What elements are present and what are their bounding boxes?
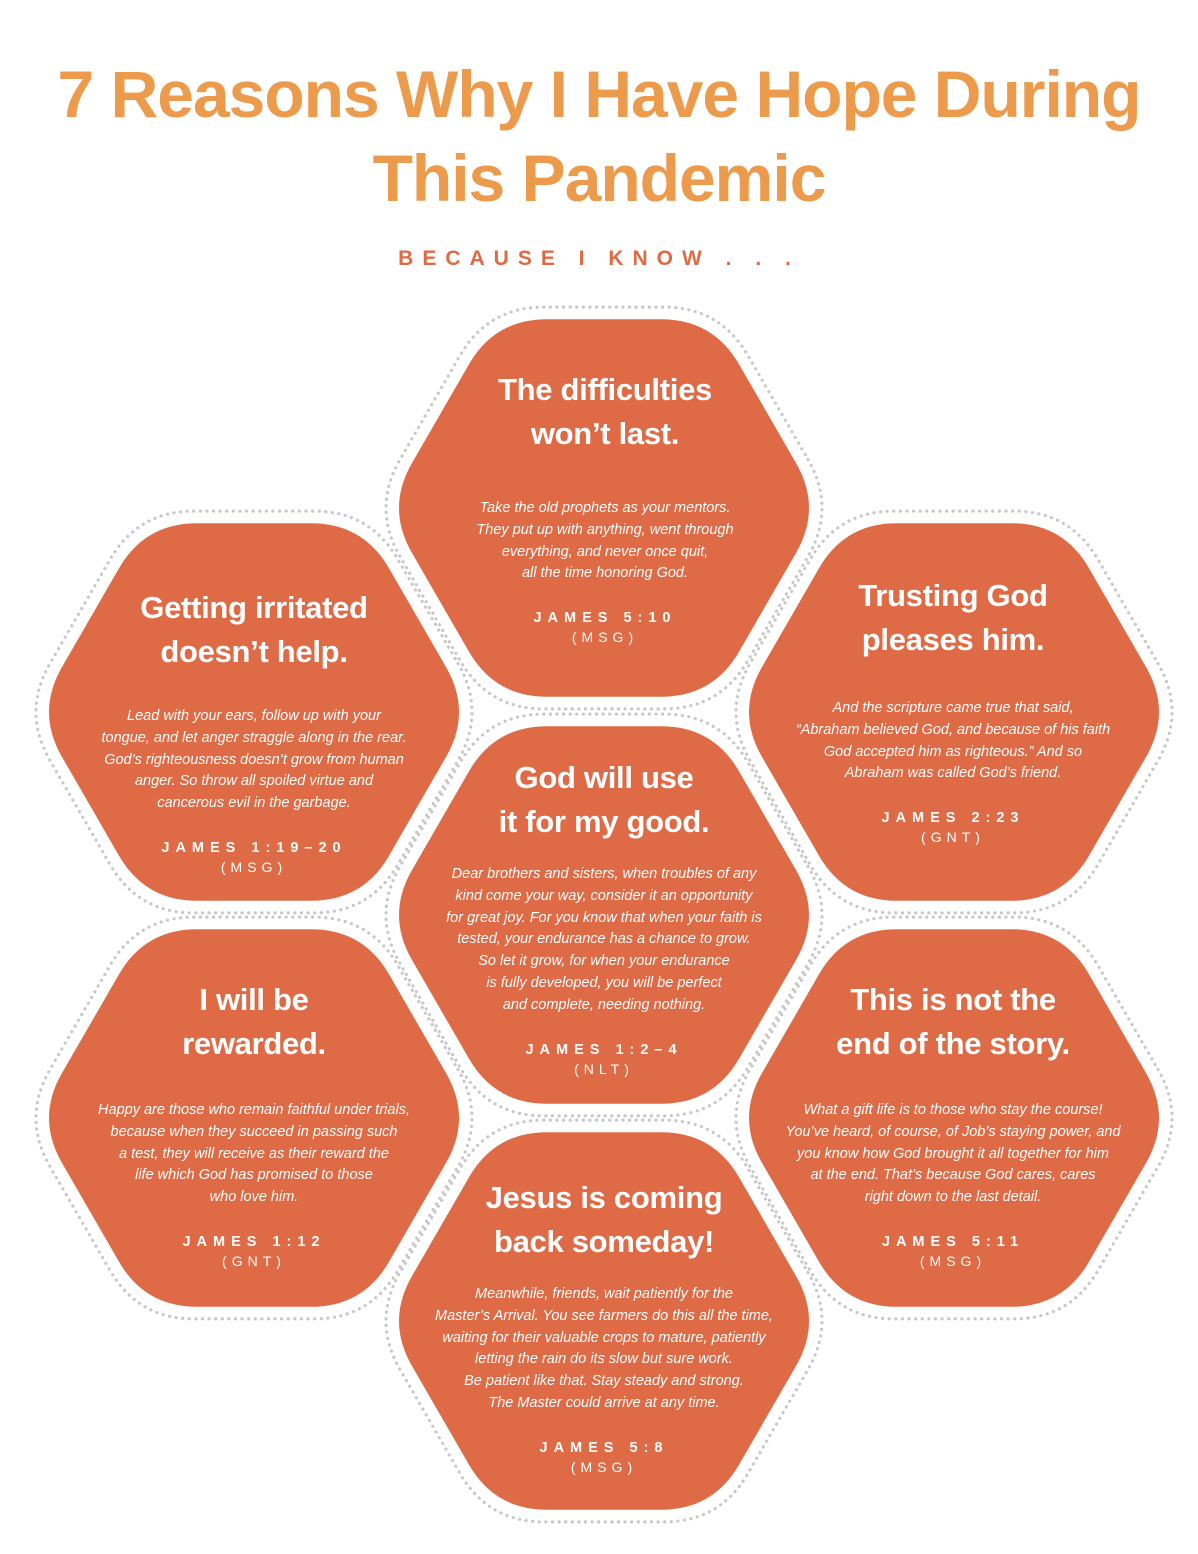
hex-will-be-rewarded bbox=[54, 978, 454, 1271]
hex-quote: Dear brothers and sisters, when troubles of any kind come your way, consider it an opportunity for great joy. For you know that when your faith is tested, your endurance has a chance to grow. So let it grow, for when your endurance is fully developed, you will be perfect and complete, needing nothing. bbox=[446, 866, 762, 1013]
hex-quote: And the scripture came true that said, “Abraham believed God, and because of his faith God accepted him as righteous.” And so Abraham was called God’s friend. bbox=[795, 700, 1111, 782]
hex-heading: Trusting God pleases him. bbox=[858, 578, 1048, 657]
hex-reference: JAMES 2:23 bbox=[881, 810, 1025, 827]
hex-translation: (GNT) bbox=[921, 829, 985, 846]
hex-not-end-of-story bbox=[753, 978, 1153, 1271]
hex-quote: Lead with your ears, follow up with your tongue, and let anger straggle along in the rear. God’s righteousness doesn’t grow from human anger. So throw all spoiled virtue and cancerous evil in the garbage. bbox=[101, 708, 407, 812]
page-subtitle: BECAUSE I KNOW . . . bbox=[398, 247, 800, 270]
hex-quote: Meanwhile, friends, wait patiently for the Master’s Arrival. You see farmers do this all the time, waiting for their valuable crops to mature, patiently letting the rain do its slow but sure work. Be patient like that. Stay steady and strong. The Master could arrive at any time. bbox=[435, 1286, 773, 1411]
hex-heading: God will use it for my good. bbox=[498, 760, 710, 839]
hex-reference: JAMES 1:12 bbox=[182, 1233, 326, 1250]
hex-heading: This is not the end of the story. bbox=[836, 982, 1070, 1061]
hex-quote: What a gift life is to those who stay the course! You’ve heard, of course, of Job’s staying power, and you know how God brought it all together for him at the end. That’s because God cares, cares right down to the last detail. bbox=[785, 1102, 1121, 1206]
page-title: 7 Reasons Why I Have Hope During This Pandemic bbox=[57, 57, 1141, 215]
hex-quote: Take the old prophets as your mentors. They put up with anything, went through everything, and never once quit, all the time honoring God. bbox=[476, 500, 734, 582]
hex-translation: (NLT) bbox=[574, 1060, 634, 1077]
hex-irritated-doesnt-help bbox=[54, 586, 454, 877]
hex-reference: JAMES 5:10 bbox=[533, 610, 677, 627]
hex-difficulties-wont-last bbox=[405, 368, 805, 647]
hex-jesus-coming-back bbox=[404, 1176, 804, 1477]
hex-reference: JAMES 5:11 bbox=[881, 1233, 1025, 1250]
hex-heading: Jesus is coming back someday! bbox=[485, 1180, 723, 1259]
hex-translation: (MSG) bbox=[570, 1458, 638, 1475]
hex-translation: (MSG) bbox=[919, 1252, 987, 1269]
hex-reference: JAMES 5:8 bbox=[539, 1439, 669, 1456]
hex-heading: Getting irritated doesn’t help. bbox=[140, 590, 368, 669]
hex-translation: (GNT) bbox=[222, 1252, 286, 1269]
hex-heading: I will be rewarded. bbox=[182, 982, 326, 1061]
hex-reference: JAMES 1:19–20 bbox=[161, 839, 347, 856]
hex-reference: JAMES 1:2–4 bbox=[525, 1041, 683, 1058]
hex-god-will-use-it bbox=[404, 756, 804, 1079]
hex-translation: (MSG) bbox=[571, 629, 639, 646]
hex-quote: Happy are those who remain faithful under trials, because when they succeed in passing such a test, they will receive as their reward the life which God has promised to those who love him. bbox=[98, 1102, 410, 1206]
hex-translation: (MSG) bbox=[220, 858, 288, 875]
hex-trusting-god bbox=[753, 574, 1153, 847]
hex-heading: The difficulties won’t last. bbox=[498, 372, 712, 451]
